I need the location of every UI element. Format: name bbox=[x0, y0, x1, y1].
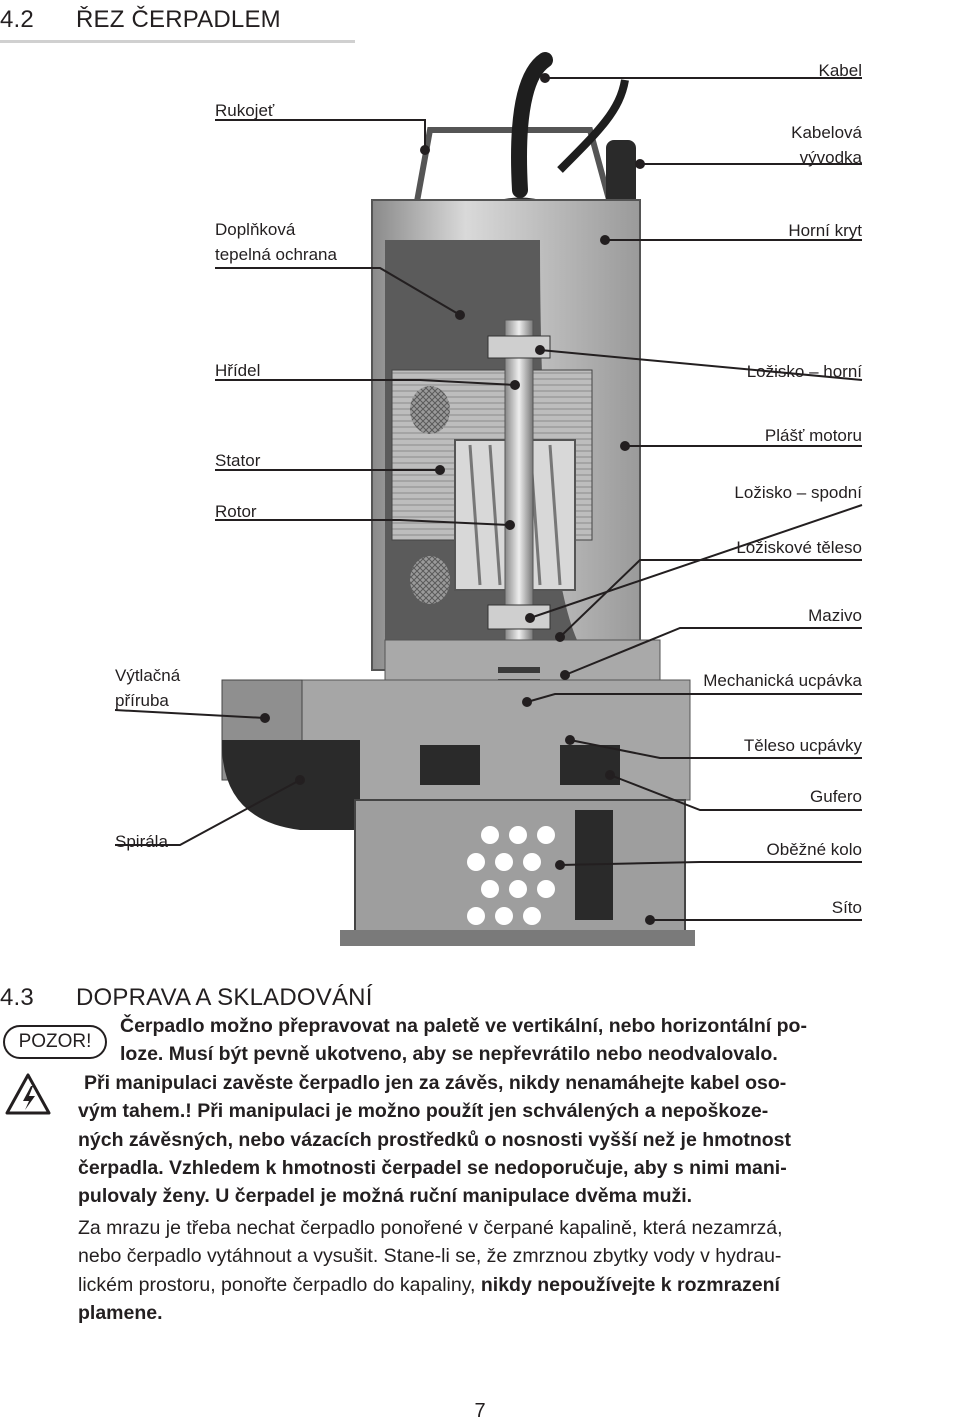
text-segment: lickém prostoru, ponořte čerpadlo do kapaliny, bbox=[78, 1273, 481, 1296]
label-kabelova-line1: Kabelová bbox=[791, 123, 862, 142]
pump-body bbox=[222, 60, 695, 946]
text-line: pulovaly ženy. U čerpadel je možná ruční manipulace dvěma muži. bbox=[78, 1185, 693, 1208]
label-horni-kryt: Horní kryt bbox=[788, 221, 862, 240]
label-vytlacna-line2: příruba bbox=[115, 691, 169, 710]
transport-instructions bbox=[78, 1012, 958, 1211]
section-title: DOPRAVA A SKLADOVÁNÍ bbox=[76, 984, 373, 1011]
section-number: 4.2 bbox=[0, 6, 34, 33]
label-spirala: Spirála bbox=[115, 832, 168, 851]
label-lozisko-spodni: Ložisko – spodní bbox=[734, 483, 862, 502]
section-number: 4.3 bbox=[0, 984, 34, 1011]
section-heading-cut bbox=[0, 6, 281, 34]
text-line bbox=[78, 1299, 958, 1327]
label-hridel: Hřídel bbox=[215, 361, 261, 380]
section-heading-transport bbox=[0, 984, 373, 1012]
label-vytlacna-line1: Výtlačná bbox=[115, 666, 181, 685]
label-mechanicka-ucpavka: Mechanická ucpávka bbox=[703, 671, 862, 690]
label-sito: Síto bbox=[831, 898, 862, 917]
section-title: ŘEZ ČERPADLEM bbox=[76, 6, 281, 33]
text-line: ných závěsných, nebo vázacích prostředků o nosnosti vyšší než je hmotnost bbox=[78, 1128, 792, 1151]
text-line: loze. Musí být pevně ukotveno, aby se nepřevrátilo nebo neodvalovalo. bbox=[120, 1043, 778, 1066]
label-rotor: Rotor bbox=[215, 502, 257, 521]
text-line: Při manipulaci zavěste čerpadlo jen za závěs, nikdy nenamáhejte kabel oso- bbox=[84, 1071, 787, 1094]
text-line: Čerpadlo možno přepravovat na paletě ve vertikální, nebo horizontální po- bbox=[120, 1015, 807, 1037]
text-line: čerpadla. Vzhledem k hmotnosti čerpadel se nedoporučuje, aby s nimi mani- bbox=[78, 1157, 787, 1180]
text-line bbox=[78, 1271, 958, 1299]
label-lozisko-horni: Ložisko – horní bbox=[746, 362, 862, 381]
label-stator: Stator bbox=[215, 451, 261, 470]
text-line: Za mrazu je třeba nechat čerpadlo ponořené v čerpané kapalině, která nezamrzá, bbox=[78, 1217, 783, 1239]
label-doplnkova-line1: Doplňková bbox=[215, 220, 296, 239]
frost-instructions bbox=[78, 1214, 958, 1328]
bold-warning-text: plamene. bbox=[78, 1302, 163, 1325]
pozor-badge: POZOR! bbox=[3, 1025, 107, 1059]
label-kabelova-line2: vývodka bbox=[799, 148, 862, 167]
text-line: nebo čerpadlo vytáhnout a vysušit. Stane-li se, že zmrznou zbytky vody v hydrau- bbox=[78, 1245, 782, 1268]
bold-warning-text: nikdy nepoužívejte k rozmrazení bbox=[480, 1273, 780, 1296]
label-teleso-ucpavky: Těleso ucpávky bbox=[743, 736, 862, 755]
text-line: vým tahem.! Při manipulaci je možno použít jen schválených a nepoškoze- bbox=[78, 1100, 769, 1123]
electric-hazard-icon bbox=[4, 1072, 52, 1116]
label-plast-motoru: Plášť motoru bbox=[764, 426, 862, 445]
page-number: 7 bbox=[474, 1400, 486, 1422]
label-gufero: Gufero bbox=[810, 787, 862, 806]
label-doplnkova-line2: tepelná ochrana bbox=[215, 245, 337, 264]
label-rukojet: Rukojeť bbox=[215, 101, 275, 120]
label-loziskove-teleso: Ložiskové těleso bbox=[736, 538, 862, 557]
label-kabel: Kabel bbox=[818, 61, 862, 80]
pump-cross-section-diagram bbox=[0, 40, 960, 950]
label-obezne-kolo: Oběžné kolo bbox=[766, 840, 862, 859]
label-mazivo: Mazivo bbox=[808, 606, 862, 625]
